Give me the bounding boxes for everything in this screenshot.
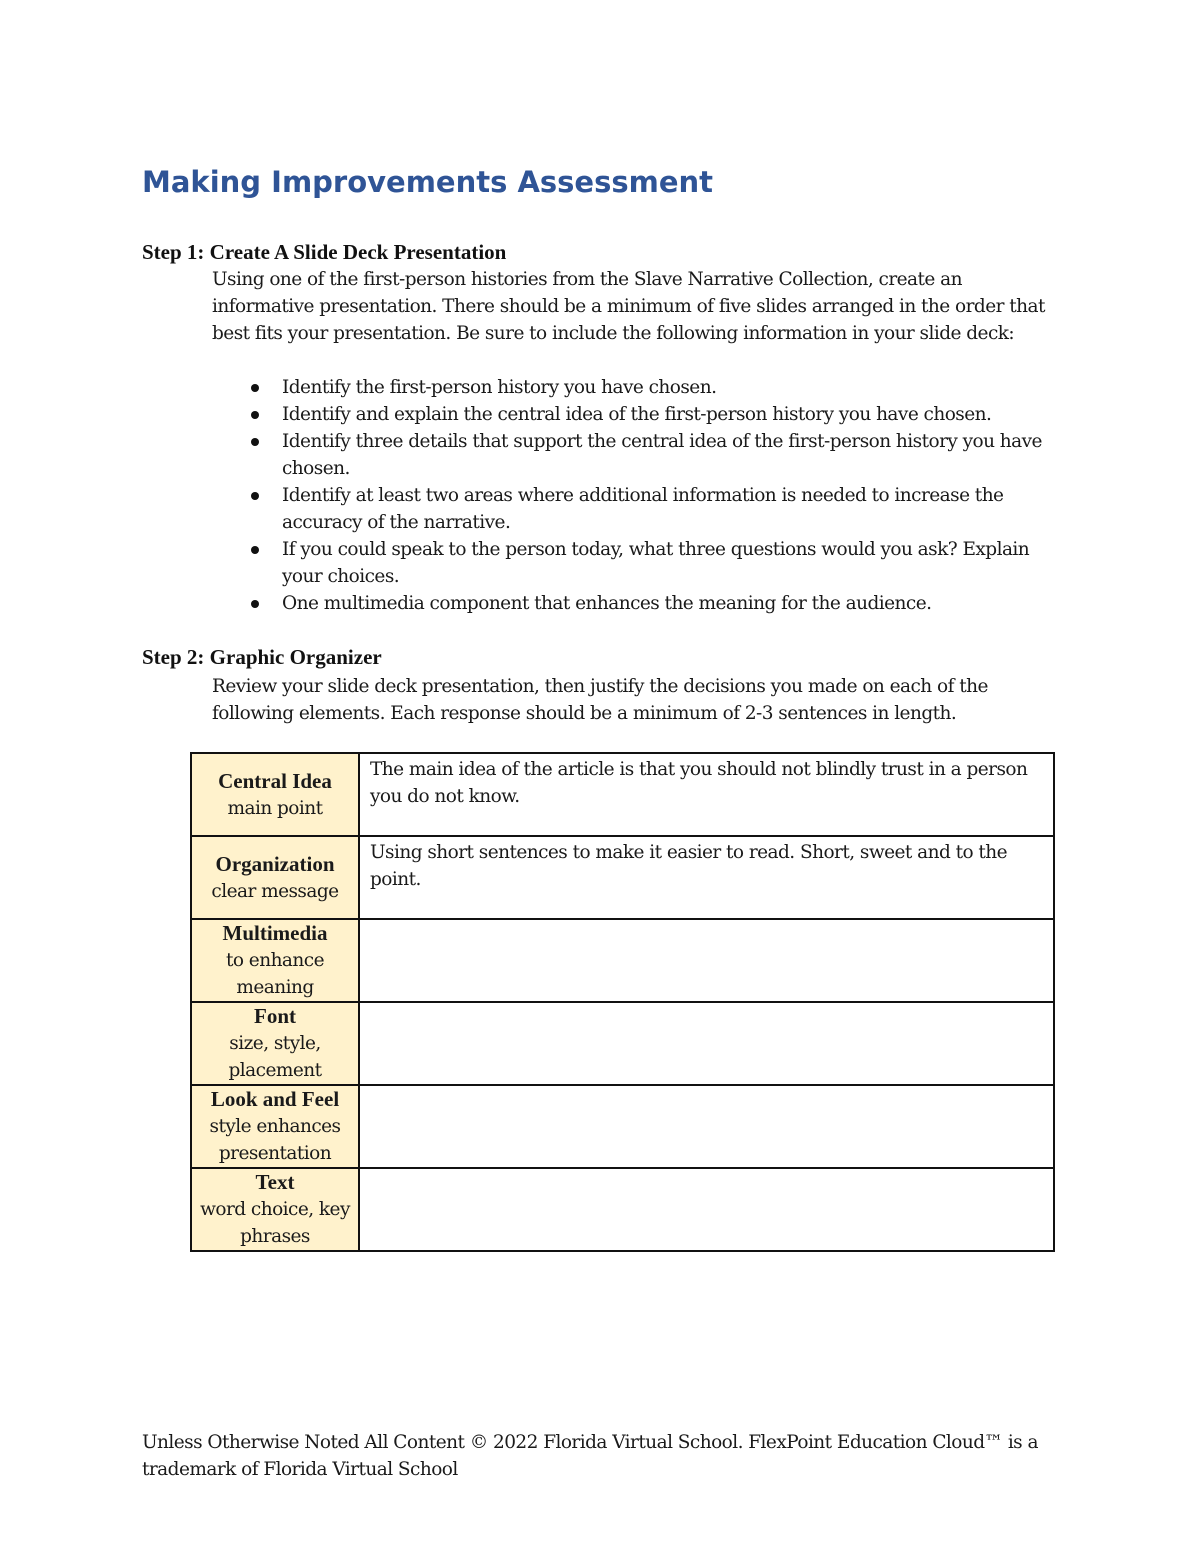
step1-instructions: Using one of the first-person histories from the Slave Narrative Collection, create an informative presentation. There should be a minimum of five slides arranged in the order that best fits your presentation. Be sure to include the following information in your slide deck: bbox=[212, 269, 1045, 344]
response-cell[interactable] bbox=[359, 1168, 1054, 1251]
bullet-icon bbox=[251, 411, 259, 419]
copyright-footer: Unless Otherwise Noted All Content © 2022 Florida Virtual School. FlexPoint Education Cloud™ is a trademark of Florida Virtual School bbox=[142, 1432, 1038, 1480]
list-item bbox=[282, 374, 1062, 401]
bullet-icon bbox=[251, 438, 259, 446]
row-label-cell bbox=[191, 1002, 359, 1085]
list-item bbox=[282, 482, 1062, 536]
row-sublabel: clear message bbox=[211, 880, 339, 902]
row-label: Text bbox=[255, 1170, 295, 1194]
graphic-organizer-table bbox=[190, 752, 1055, 1252]
row-label: Organization bbox=[215, 851, 335, 876]
row-sublabel: main point bbox=[227, 797, 323, 819]
bullet-icon bbox=[251, 492, 259, 500]
list-item-text: One multimedia component that enhances the meaning for the audience. bbox=[282, 593, 932, 614]
row-label: Font bbox=[254, 1004, 296, 1028]
bullet-icon bbox=[251, 384, 259, 392]
table-row bbox=[191, 1002, 1054, 1085]
row-label-cell bbox=[191, 1168, 359, 1251]
row-label-cell bbox=[191, 1085, 359, 1168]
row-label: Multimedia bbox=[222, 921, 328, 945]
list-item-text: Identify at least two areas where additional information is needed to increase the accuracy of the narrative. bbox=[282, 485, 1004, 533]
row-label: Central Idea bbox=[218, 768, 332, 793]
list-item-text: Identify and explain the central idea of the first-person history you have chosen. bbox=[282, 404, 992, 425]
response-cell[interactable] bbox=[359, 919, 1054, 1002]
list-item-text: Identify three details that support the central idea of the first-person history you have chosen. bbox=[282, 431, 1042, 479]
step1-requirements-list bbox=[282, 374, 1062, 617]
table-row bbox=[191, 1168, 1054, 1251]
step1-heading: Step 1: Create A Slide Deck Presentation bbox=[142, 240, 507, 264]
response-cell[interactable] bbox=[359, 1002, 1054, 1085]
step2-heading: Step 2: Graphic Organizer bbox=[142, 645, 382, 669]
table-row bbox=[191, 919, 1054, 1002]
row-sublabel: size, style, placement bbox=[228, 1033, 322, 1081]
table-row bbox=[191, 1085, 1054, 1168]
response-cell[interactable]: Using short sentences to make it easier to read. Short, sweet and to the point. bbox=[359, 836, 1054, 919]
list-item bbox=[282, 590, 1062, 617]
row-label-cell bbox=[191, 753, 359, 836]
table-row bbox=[191, 753, 1054, 836]
list-item-text: Identify the first-person history you have chosen. bbox=[282, 377, 717, 398]
row-label-cell bbox=[191, 919, 359, 1002]
row-label-cell bbox=[191, 836, 359, 919]
page-title: Making Improvements Assessment bbox=[142, 165, 714, 199]
row-sublabel: to enhance meaning bbox=[226, 950, 324, 998]
bullet-icon bbox=[251, 546, 259, 554]
list-item bbox=[282, 401, 1062, 428]
response-cell[interactable] bbox=[359, 1085, 1054, 1168]
bullet-icon bbox=[251, 600, 259, 608]
step2-instructions: Review your slide deck presentation, then justify the decisions you made on each of the following elements. Each response should be a minimum of 2-3 sentences in length. bbox=[212, 676, 988, 724]
list-item bbox=[282, 428, 1062, 482]
table-row bbox=[191, 836, 1054, 919]
row-sublabel: word choice, key phrases bbox=[200, 1199, 350, 1247]
row-sublabel: style enhances presentation bbox=[209, 1116, 341, 1164]
row-label: Look and Feel bbox=[210, 1087, 340, 1111]
list-item bbox=[282, 536, 1062, 590]
list-item-text: If you could speak to the person today, what three questions would you ask? Explain your choices. bbox=[282, 539, 1030, 587]
response-cell[interactable]: The main idea of the article is that you should not blindly trust in a person you do not know. bbox=[359, 753, 1054, 836]
